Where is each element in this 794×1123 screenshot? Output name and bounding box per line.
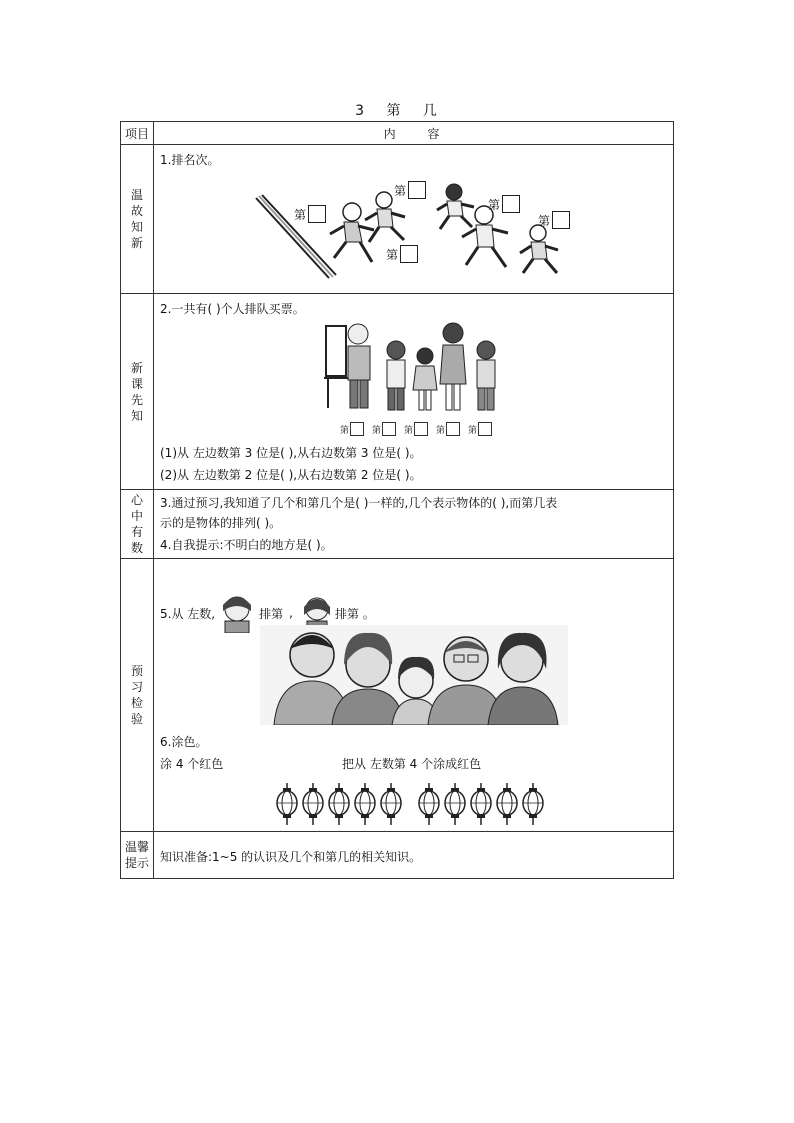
answer-box[interactable] (446, 422, 460, 436)
lantern-icon[interactable] (328, 783, 350, 825)
side-label: 预习检验 (130, 664, 143, 726)
question-6-left: 涂 4 个红色 (160, 757, 224, 771)
lantern-icon[interactable] (496, 783, 518, 825)
answer-box[interactable] (478, 422, 492, 436)
answer-box[interactable] (308, 205, 326, 223)
answer-box[interactable] (408, 181, 426, 199)
question-6: 6.涂色。 (160, 735, 208, 749)
person-icon (436, 322, 470, 412)
family-picture (260, 625, 568, 725)
header-content: 内 容 (154, 122, 674, 145)
question-5: 5.从 左数, 排第 , 排第 。 (160, 593, 375, 633)
answer-box[interactable] (552, 211, 570, 229)
section-preview (121, 294, 674, 490)
rank-box[interactable]: 第 (488, 195, 520, 213)
page-title: 3 第 几 (355, 103, 439, 119)
lantern-icon[interactable] (276, 783, 298, 825)
rank-box[interactable]: 第 (538, 211, 570, 229)
question-2-1: (1)从 左边数第 3 位是( ),从右边数第 3 位是( )。 (160, 446, 422, 460)
header-item: 项目 (121, 122, 154, 145)
runner-icon (456, 203, 514, 278)
runner-icon (359, 190, 414, 250)
question-6-right: 把从 左数第 4 个涂成红色 (342, 757, 482, 771)
section-tip (121, 832, 674, 879)
lantern-icon[interactable] (354, 783, 376, 825)
answer-box[interactable] (400, 245, 418, 263)
side-label: 心中有数 (130, 493, 143, 555)
tip-text: 知识准备:1~5 的认识及几个和第几的相关知识。 (160, 850, 422, 864)
lantern-icon[interactable] (418, 783, 440, 825)
answer-box[interactable] (350, 422, 364, 436)
header-row (121, 122, 674, 145)
lantern-row (276, 783, 556, 825)
answer-box[interactable] (502, 195, 520, 213)
ticket-slot[interactable]: 第 (436, 422, 460, 436)
section-review (121, 145, 674, 294)
mother-face-icon (215, 593, 259, 633)
answer-box[interactable] (414, 422, 428, 436)
side-label: 温馨提示 (124, 840, 149, 870)
section-check (121, 559, 674, 832)
side-label: 温故知新 (130, 188, 143, 250)
rank-box[interactable]: 第 (294, 205, 326, 223)
ticket-slot[interactable]: 第 (404, 422, 428, 436)
ticket-slot[interactable]: 第 (372, 422, 396, 436)
person-icon (380, 340, 412, 412)
person-icon (340, 322, 380, 412)
rank-box[interactable]: 第 (394, 181, 426, 199)
person-icon (470, 340, 502, 412)
question-4: 4.自我提示:不明白的地方是( )。 (160, 538, 333, 552)
lantern-icon[interactable] (302, 783, 324, 825)
section-understanding (121, 490, 674, 559)
ticket-slot[interactable]: 第 (468, 422, 492, 436)
side-label: 新课先知 (130, 360, 143, 423)
question-1: 1.排名次。 (160, 153, 220, 167)
question-3a: 3.通过预习,我知道了几个和第几个是( )一样的,几个表示物体的( ),而第几表 (160, 496, 558, 510)
lantern-icon[interactable] (470, 783, 492, 825)
rank-box[interactable]: 第 (386, 245, 418, 263)
lantern-icon[interactable] (444, 783, 466, 825)
runner-icon (514, 223, 566, 281)
lantern-icon[interactable] (522, 783, 544, 825)
worksheet-table (120, 121, 674, 879)
question-2-2: (2)从 左边数第 2 位是( ),从右边数第 2 位是( )。 (160, 468, 422, 482)
answer-box[interactable] (382, 422, 396, 436)
question-2: 2.一共有( )个人排队买票。 (160, 302, 305, 316)
ticket-slot[interactable]: 第 (340, 422, 364, 436)
lantern-icon[interactable] (380, 783, 402, 825)
question-3b: 示的是物体的排列( )。 (160, 516, 282, 530)
